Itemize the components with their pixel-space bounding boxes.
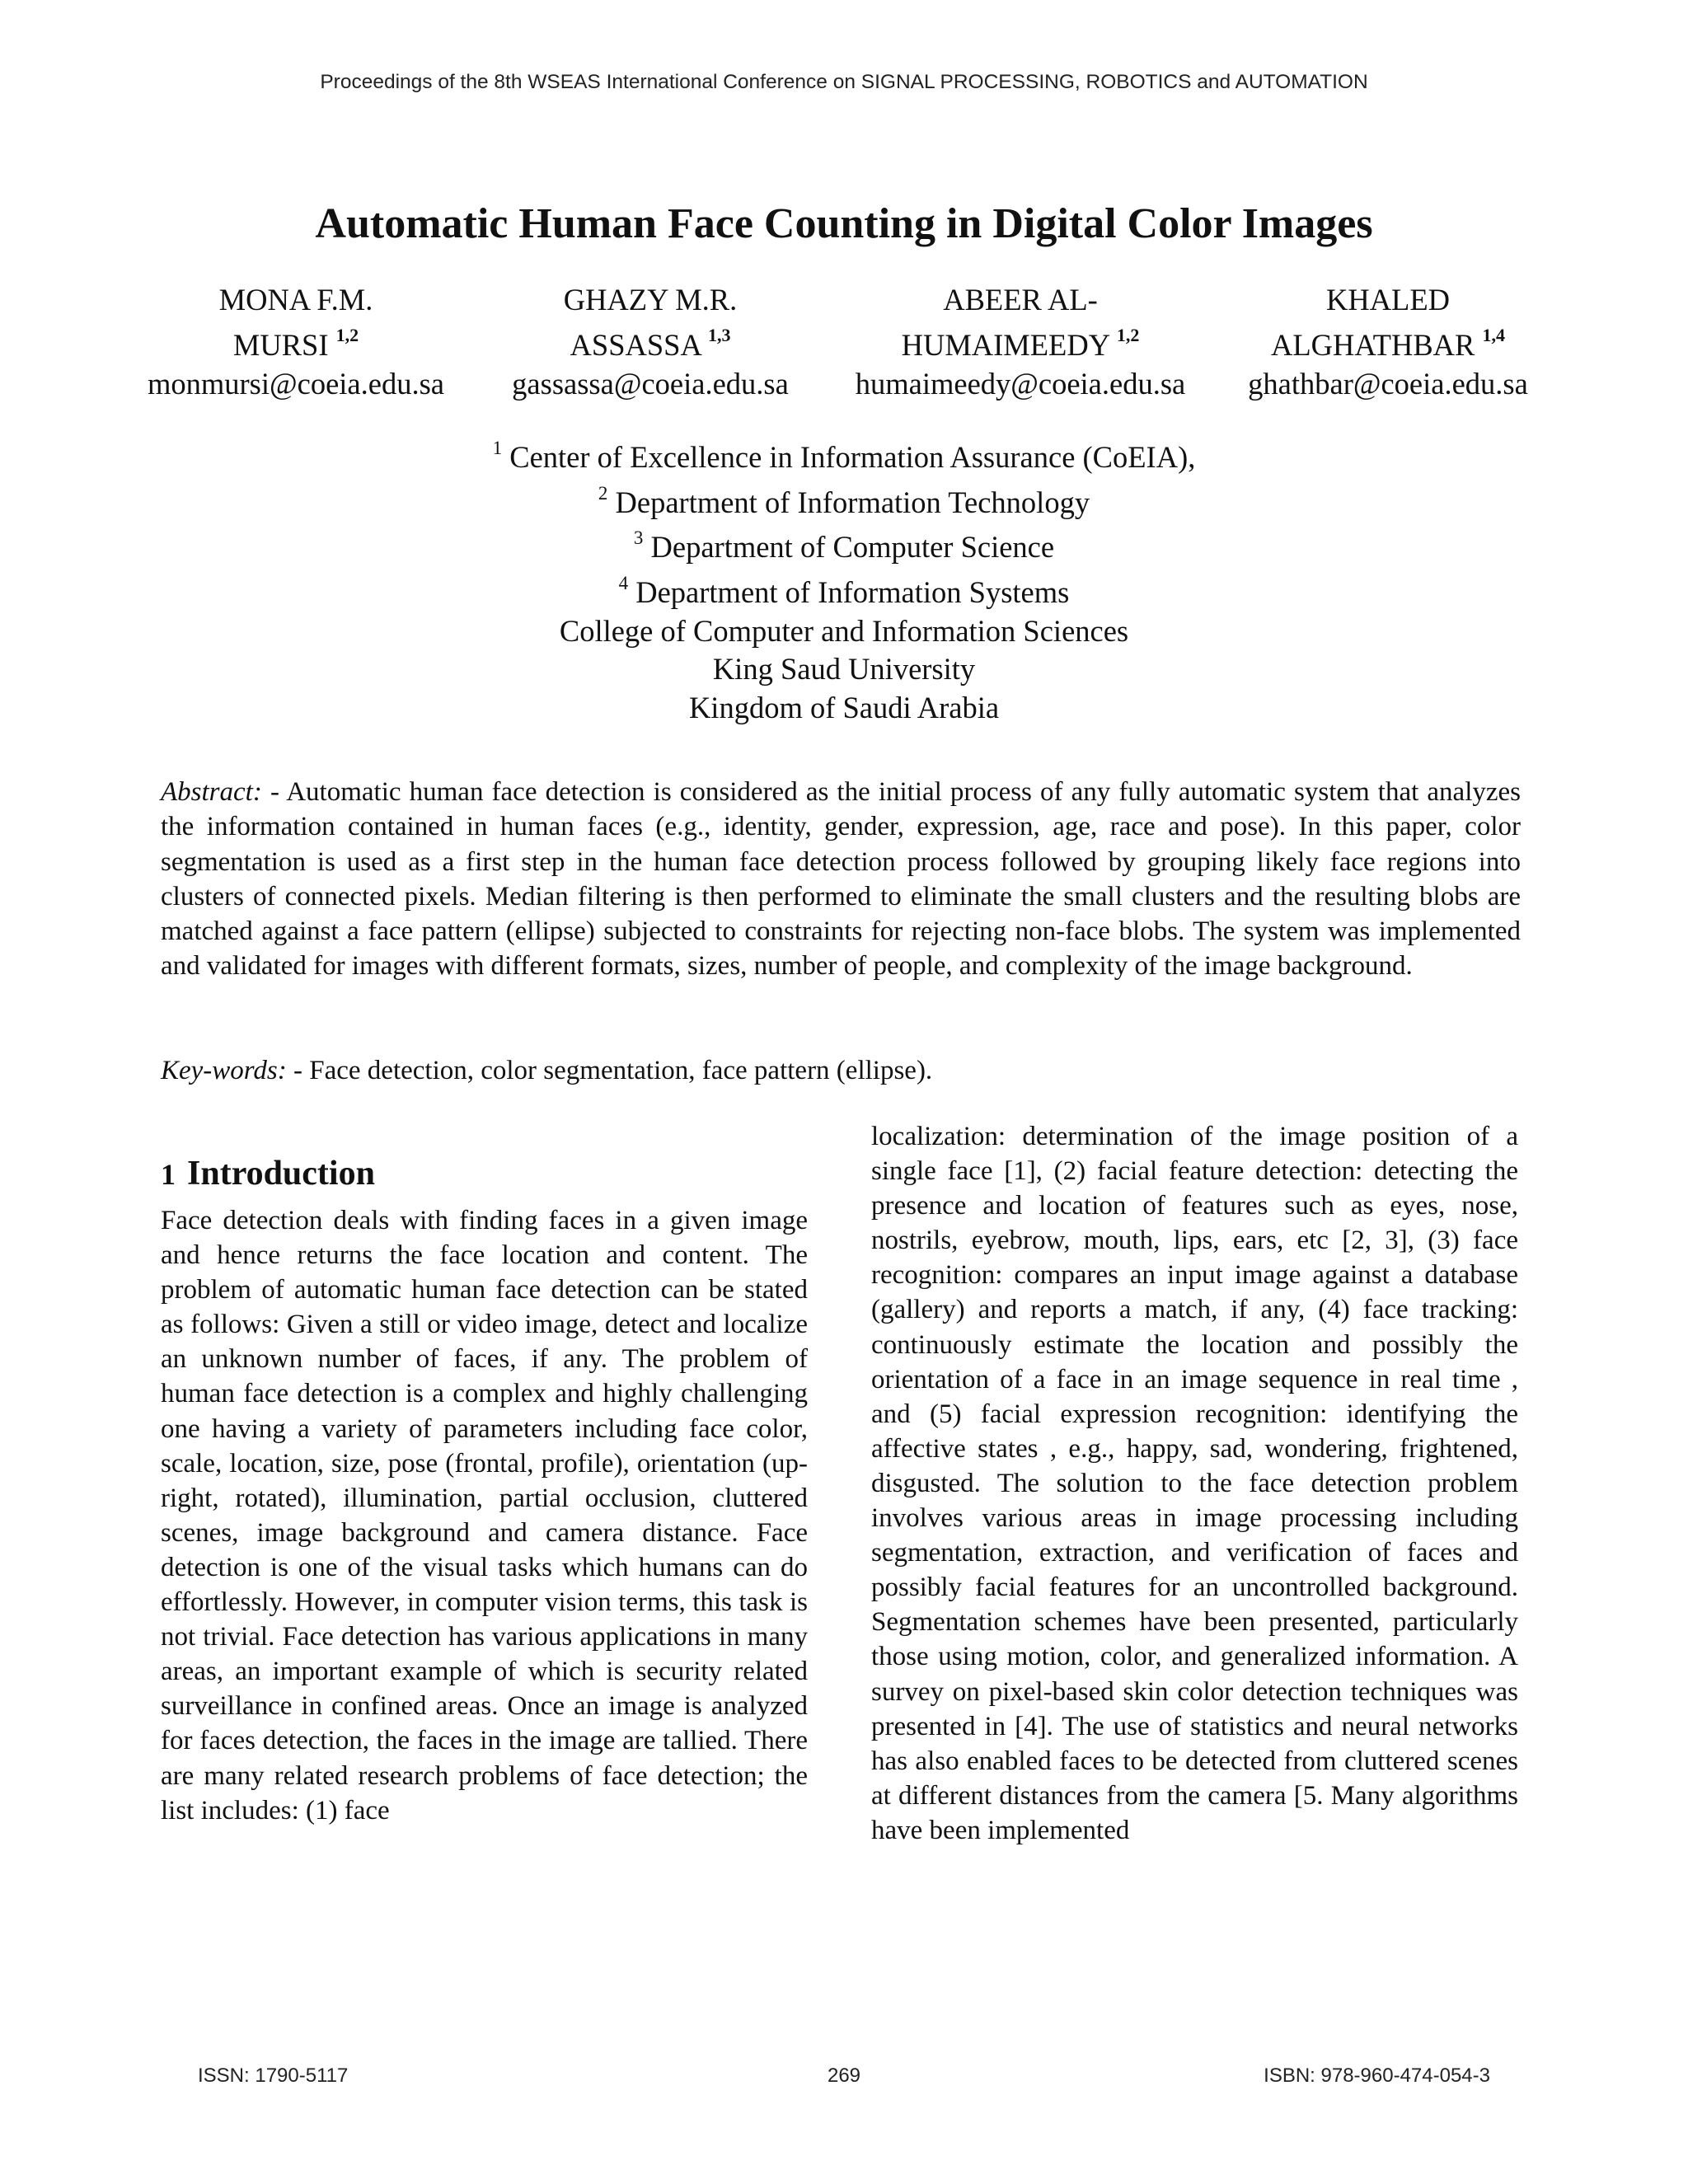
author-email: humaimeedy@coeia.edu.sa [855, 367, 1186, 401]
paper-title: Automatic Human Face Counting in Digital Color Images [315, 200, 1373, 247]
author-affil-sup: 1,2 [1116, 325, 1140, 345]
keywords-label: Key-words: [161, 1056, 287, 1085]
affiliation-line: $^1$ Center of Excellence in Information Assurance (CoEIA), [492, 438, 1196, 475]
body-column-left: Face detection deals with finding faces in a given image and hence returns the face location and content. The problem of automatic human face detection can be stated as follows: Given a still or video image, detect and localize an unknown number of faces, if any. The problem of human face detection is a complex and highly challenging one having a variety of parameters including face color, scale, location, size, pose (frontal, profile), orientation (up-right, rotated), illumination, partial occlusion, cluttered scenes, image background and camera distance. Face detection is one of the visual tasks which humans can do effortlessly. However, in computer vision terms, this task is not trivial. Face detection has various applications in many areas, an important example of which is security related surveillance in confined areas. Once an image is analyzed for faces detection, the faces in the image are tallied. There are many related research problems of face detection; the list includes: (1) face [161, 1206, 808, 1825]
affiliation-line: $^3$ Department of Computer Science [633, 527, 1055, 565]
author-email: ghathbar@coeia.edu.sa [1248, 367, 1528, 401]
affiliation-line: $^2$ Department of Information Technology [598, 482, 1090, 519]
author-affil-sup: 1,2 [335, 325, 359, 345]
affiliation-sup: 3 [633, 527, 644, 549]
author-2 [488, 280, 813, 403]
author-name-line1: KHALED [1325, 283, 1451, 316]
keywords [161, 1053, 1521, 1088]
page-number: 269 [827, 2064, 861, 2087]
author-3 [841, 280, 1200, 403]
keywords-text: - Face detection, color segmentation, face pattern (ellipse). [293, 1056, 933, 1085]
author-name-line1: GHAZY M.R. [563, 283, 738, 316]
affiliation-sup: 4 [618, 572, 629, 593]
affiliation-sup: 1 [492, 438, 503, 458]
section-number: 1 [161, 1158, 176, 1191]
author-name-line2: ASSASSA $^{1,3}$ [570, 325, 731, 363]
affiliation-sup: 2 [598, 482, 608, 504]
author-affil-sup: 1,4 [1482, 325, 1506, 345]
body-column-right: localization: determination of the image position of a single face [1], (2) facial feature detection: detecting the presence and location of features such as eyes, nose, nostrils, eyebrow, mouth, lips, ears, etc [2, 3], (3) face recognition: compares an input image against a database (gallery) and reports a match, if any, (4) face tracking: continuously estimate the location and possibly the orientation of a face in an image sequence in real time , and (5) facial expression recognition: identifying the affective states , e.g., happy, sad, wondering, frightened, disgusted. The solution to the face detection problem involves various areas in image processing including segmentation, extraction, and verification of faces and possibly facial features for an uncontrolled background. Segmentation schemes have been presented, particularly those using motion, color, and generalized information. A survey on pixel-based skin color detection techniques was presented in [4]. The use of statistics and neural networks has also enabled faces to be detected from cluttered scenes at different distances from the camera [5. Many algorithms have been implemented [871, 1122, 1518, 1845]
affiliation-line: Kingdom of Saudi Arabia [688, 690, 1000, 724]
author-affil-sup: 1,3 [707, 325, 731, 345]
author-1 [134, 280, 458, 403]
affiliations [0, 432, 1688, 727]
author-4 [1221, 280, 1554, 403]
author-name-line2: ALGHATHBAR $^{1,4}$ [1270, 325, 1506, 363]
section-heading [161, 1154, 375, 1193]
abstract [161, 775, 1521, 984]
author-name-line2: HUMAIMEEDY $^{1,2}$ [901, 325, 1140, 363]
affiliation-line: College of Computer and Information Sciences [559, 613, 1129, 648]
author-email: monmursi@coeia.edu.sa [148, 367, 444, 401]
section-title: Introduction [187, 1155, 375, 1193]
author-block [134, 280, 1554, 401]
running-header: Proceedings of the 8th WSEAS International Conference on SIGNAL PROCESSING, ROBOTICS and AUTOMATION [320, 71, 1368, 93]
author-name-line1: ABEER AL- [943, 283, 1098, 316]
author-email: gassassa@coeia.edu.sa [512, 367, 789, 401]
author-name-line2: MURSI $^{1,2}$ [232, 325, 359, 363]
footer-isbn: ISBN: 978-960-474-054-3 [1264, 2064, 1490, 2087]
affiliation-line: King Saud University [712, 652, 976, 687]
abstract-text: - Automatic human face detection is considered as the initial process of any fully automatic system that analyzes the information contained in human faces (e.g., identity, gender, expression, age, race and pose). In this paper, color segmentation is used as a first step in the human face detection process followed by grouping likely face regions into clusters of connected pixels. Median filtering is then performed to eliminate the small clusters and the resulting blobs are matched against a face pattern (ellipse) subjected to constraints for rejecting non-face blobs. The system was implemented and validated for images with different formats, sizes, number of people, and complexity of the image background. [161, 777, 1521, 982]
affiliation-line: $^4$ Department of Information Systems [618, 572, 1070, 610]
footer-issn: ISSN: 1790-5117 [198, 2064, 349, 2087]
abstract-label: Abstract: [161, 777, 262, 807]
author-name-line1: MONA F.M. [218, 283, 373, 316]
